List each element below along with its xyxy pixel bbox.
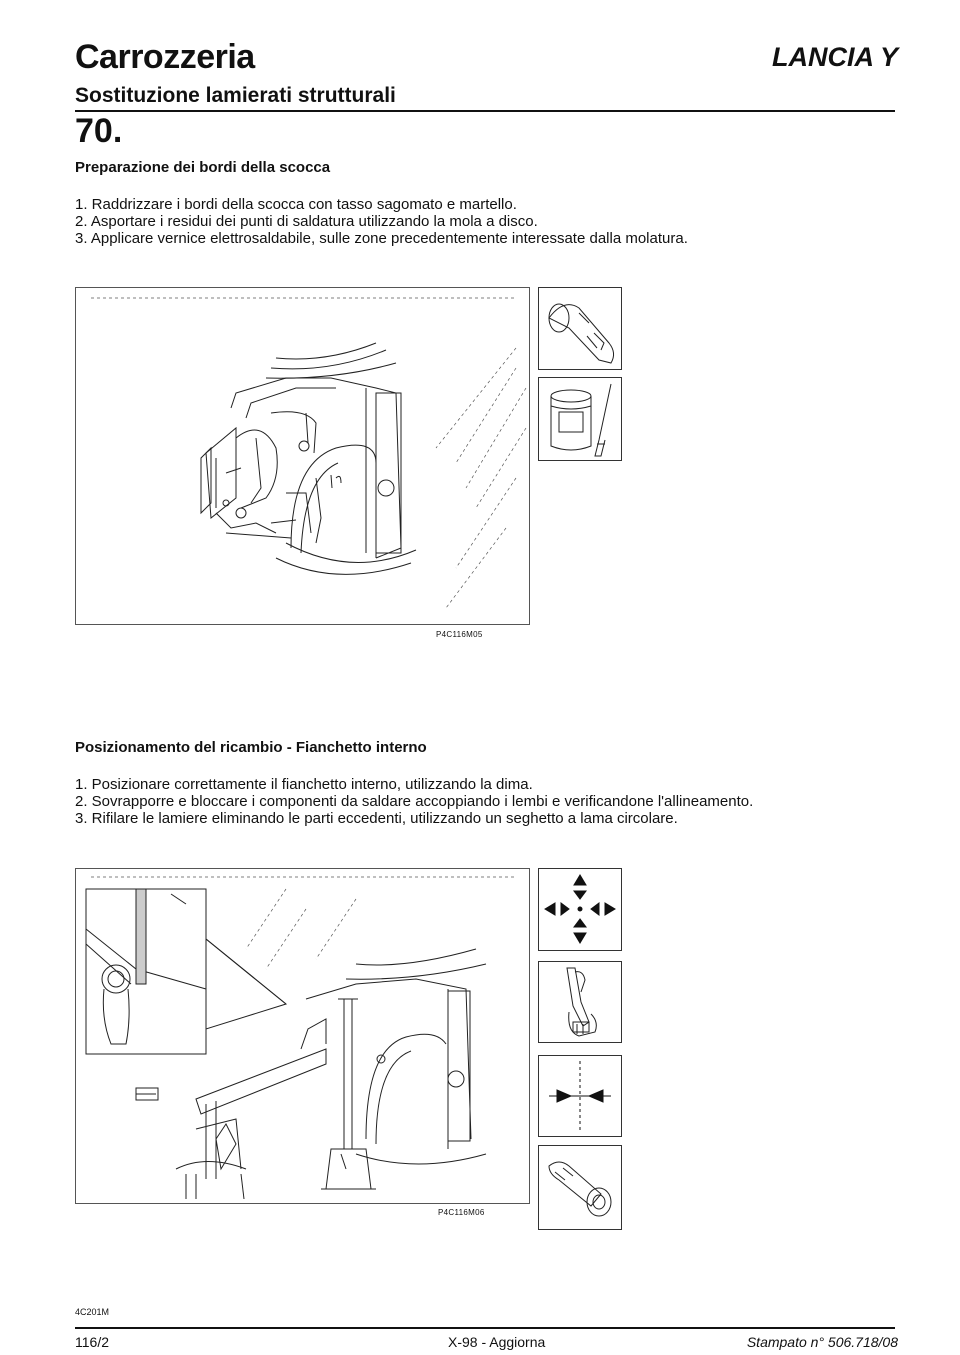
section-heading-preparation: Preparazione dei bordi della scocca [75,159,331,176]
position-arrows-icon [538,868,622,951]
list-item: 2. Asportare i residui dei punti di saldatura utilizzando la mola a disco. [75,213,538,230]
paint-can-brush-icon [538,377,622,461]
footer-divider [75,1327,895,1329]
figure-body-edges [75,287,530,625]
grinder-icon [538,287,622,370]
clamp-pliers-icon [538,961,622,1043]
list-item: 3. Applicare vernice elettrosaldabile, sulle zone precedentemente interessate dalla molatura. [75,230,688,247]
list-item: 1. Raddrizzare i bordi della scocca con tasso sagomato e martello. [75,196,517,213]
list-item: 2. Sovrapporre e bloccare i componenti da saldare accoppiando i lembi e verificandone l'allineamento. [75,793,754,810]
section-heading-positioning: Posizionamento del ricambio - Fianchetto interno [75,739,427,756]
print-reference: Stampato n° 506.718/08 [746,1334,898,1350]
brand-label: LANCIA Y [771,42,898,72]
figure-inner-panel [75,868,530,1204]
page-title: Carrozzeria [75,38,255,76]
preparation-steps [75,196,688,247]
page-number: 116/2 [75,1334,109,1350]
positioning-steps [75,776,753,827]
circular-saw-icon [538,1145,622,1230]
alignment-icon [538,1055,622,1137]
panel-positioning-illustration [76,869,529,1203]
list-item: 1. Posizionare correttamente il fianchetto interno, utilizzando la dima. [75,776,533,793]
list-item: 3. Rifilare le lamiere eliminando le parti eccedenti, utilizzando un seghetto a lama circolare. [75,810,678,827]
car-body-illustration [76,288,529,624]
header-divider [75,110,895,112]
document-code: 4C201M [75,1307,110,1317]
figure-caption-2: P4C116M06 [438,1208,485,1217]
section-number: 70. [75,112,123,150]
figure-caption-1: P4C116M05 [436,630,483,639]
page-subtitle: Sostituzione lamierati strutturali [75,84,396,107]
update-label: X-98 - Aggiorna [448,1334,546,1350]
